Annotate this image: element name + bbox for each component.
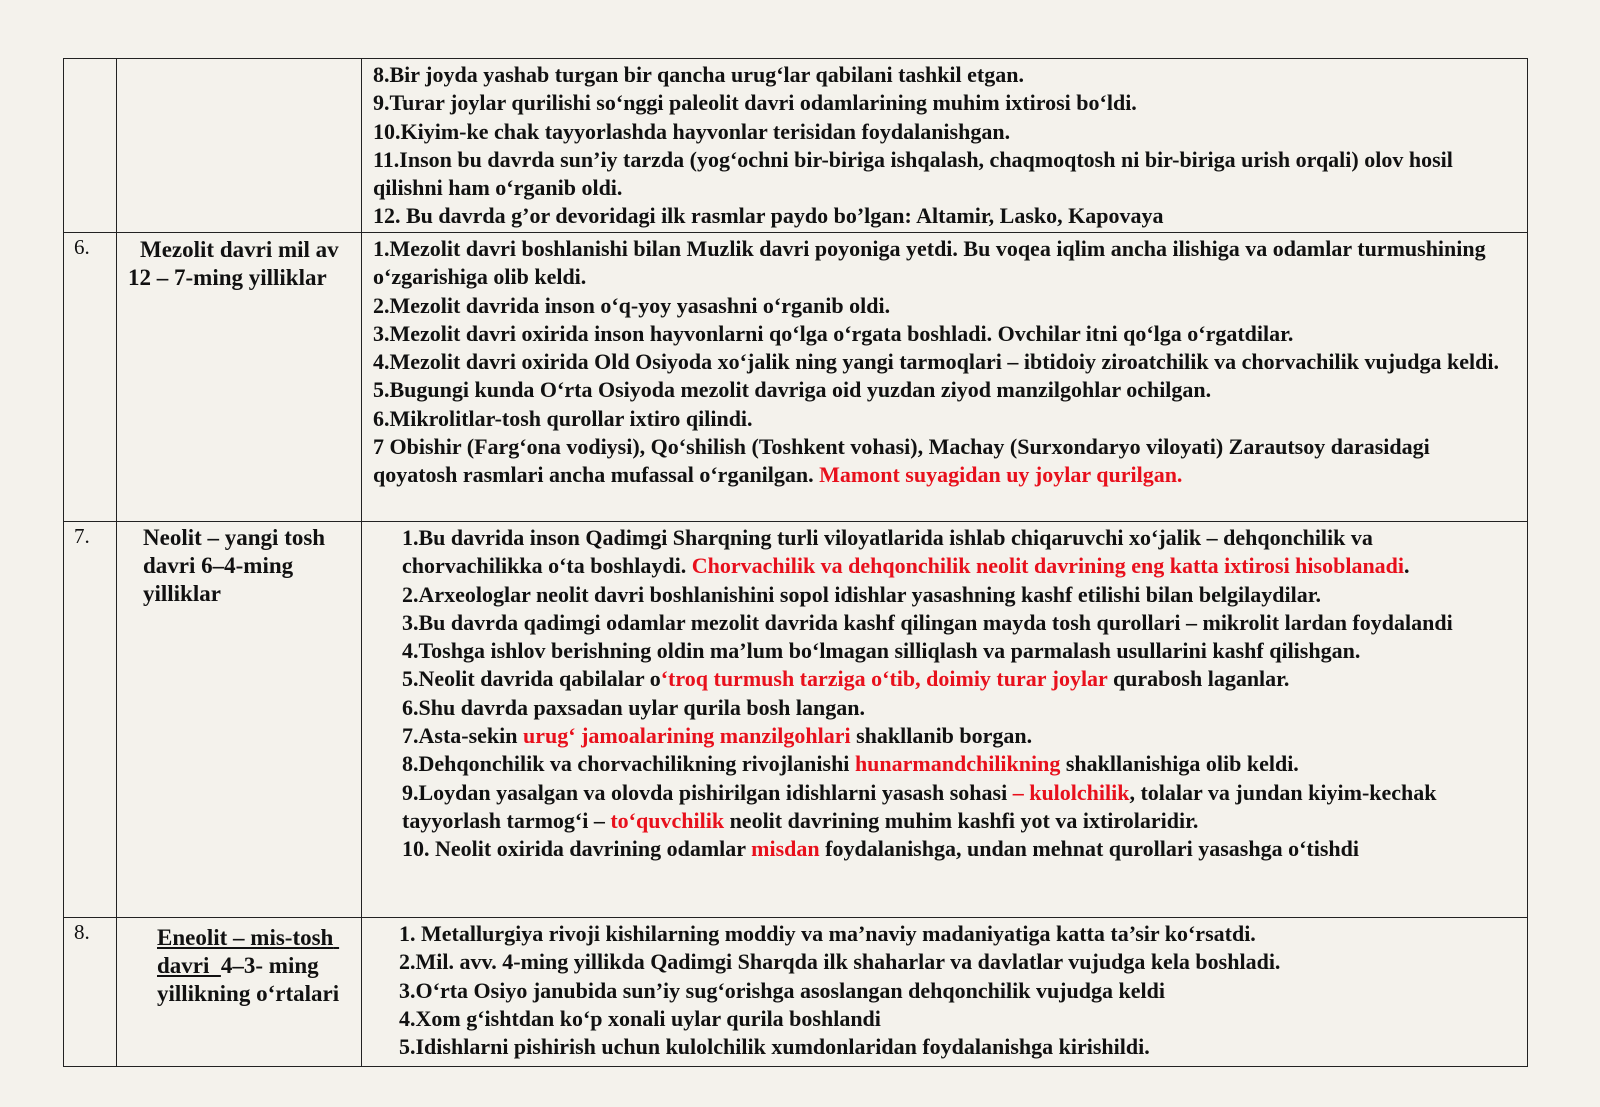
period-cell — [117, 59, 362, 233]
item-text: , tolalar va jundan kiyim-kechak tayyorlash tarmog‘i – — [402, 779, 1437, 833]
period-label-underlined: Eneolit – mis-tosh davri — [157, 925, 340, 978]
item-text: 8.Bir joyda yashab turgan bir qancha urug‘lar qabilani tashkil etgan. — [373, 62, 1024, 87]
period-cell — [117, 522, 362, 918]
period-cell — [117, 918, 362, 1067]
list-item — [399, 1033, 1517, 1061]
list-item — [402, 665, 1517, 693]
item-text: 2.Mil. avv. 4-ming yillikda Qadimgi Sharqda ilk shaharlar va davlatlar vujudga kela boshladi. — [399, 949, 1281, 975]
list-item — [399, 977, 1517, 1005]
list-item — [373, 348, 1517, 405]
item-text: 5.Neolit davrida qabilalar o — [402, 666, 661, 692]
list-item — [402, 750, 1517, 778]
item-text: 2.Arxeologlar neolit davri boshlanishini sopol idishlar yasashning kashf etilishi bilan belgilaydilar. — [402, 581, 1321, 607]
period-label: Mezolit davri mil av 12 – 7-ming yilliklar — [128, 237, 339, 290]
list-item — [399, 1005, 1517, 1033]
list-item — [402, 694, 1517, 722]
table-row — [64, 522, 1528, 918]
table-row — [64, 918, 1528, 1067]
row-items — [399, 920, 1517, 1061]
table-row — [64, 59, 1528, 233]
content-cell — [362, 918, 1528, 1067]
row-number: 6. — [64, 233, 117, 522]
item-text: shakllanishiga olib keldi. — [1060, 751, 1299, 777]
item-text: 7.Asta-sekin — [402, 723, 524, 749]
highlighted-text: to‘quvchilik — [610, 807, 725, 833]
period-label-rest: 4–3- ming yillikning o‘rtalari — [157, 953, 340, 1006]
item-text: 5.Idishlarni pishirish uchun kulolchilik xumdonlaridan foydalanishga kirishildi. — [399, 1034, 1150, 1060]
item-text: 4.Mezolit davri oxirida Old Osiyoda xo‘jalik ning yangi tarmoqlari – ibtidoiy ziroatchilik va chorvachilik vujudga keldi. 5.Bugungi kunda O‘rta Osiyoda mezolit davriga oid yuzdan ziyod manzilgohlar ochilgan. — [373, 349, 1499, 403]
item-text: 1.Bu davrida inson Qadimgi Sharqning turli viloyatlarida ishlab chiqaruvchi xo‘jalik – dehqonchilik va chorvachilikka o‘ta boshlaydi. — [402, 525, 1373, 579]
list-item — [402, 609, 1517, 637]
item-text: foydalanishga, undan mehnat qurollari yasashga o‘tishdi — [819, 836, 1360, 862]
history-table — [63, 58, 1528, 1067]
content-cell — [362, 233, 1528, 522]
highlighted-text: Chorvachilik va dehqonchilik neolit davrining eng katta ixtirosi hisoblanadi — [691, 553, 1405, 579]
list-item — [402, 524, 1517, 581]
highlighted-text: ‘troq turmush tarziga o‘tib, doimiy turar joylar — [660, 666, 1108, 692]
item-text: 6.Mikrolitlar-tosh qurollar ixtiro qilindi. — [373, 405, 753, 431]
highlighted-text: misdan — [751, 836, 820, 862]
row-number — [64, 59, 117, 233]
content-cell — [362, 59, 1528, 233]
item-text: 4.Xom g‘ishtdan ko‘p xonali uylar qurila boshlandi — [399, 1005, 881, 1031]
table-row — [64, 233, 1528, 522]
list-item — [373, 433, 1517, 490]
list-item — [373, 89, 1517, 117]
item-text: 9.Turar joylar qurilishi so‘nggi paleolit davri odamlarining muhim ixtirosi bo‘ldi. — [373, 90, 1137, 116]
row-items — [373, 61, 1517, 231]
list-item — [402, 637, 1517, 665]
item-text: 10.Kiyim-ke chak tayyorlashda hayvonlar terisidan foydalanishgan. — [373, 118, 1011, 144]
item-text: . — [1404, 553, 1410, 579]
item-text: 12. Bu davrda g’or devoridagi ilk rasmlar paydo bo’lgan: Altamir, Lasko, Kapovaya — [373, 203, 1164, 229]
item-text: 11.Inson bu davrda sun’iy tarzda (yog‘ochni bir-biriga ishqalash, chaqmoqtosh ni bir-biriga urish orqali) olov hosil qilishni ham o‘rganib oldi. — [373, 146, 1453, 201]
item-text: 3.Mezolit davri oxirida inson hayvonlarni qo‘lga o‘rgata boshladi. Ovchilar itni qo‘lga o‘rgatdilar. — [373, 320, 1294, 346]
item-text: neolit davrining muhim kashfi yot va ixtirolaridir. — [724, 807, 1199, 833]
content-cell — [362, 522, 1528, 918]
list-item — [402, 722, 1517, 750]
list-item — [402, 581, 1517, 609]
item-text: shakllanib borgan. — [850, 723, 1033, 749]
item-text: 8.Dehqonchilik va chorvachilikning rivojlanishi — [402, 751, 855, 777]
item-text: 9.Loydan yasalgan va olovda pishirilgan idishlarni yasash sohasi — [402, 779, 1013, 805]
highlighted-text: – kulolchilik — [1012, 779, 1130, 805]
list-item — [402, 835, 1517, 863]
item-text: 1. Metallurgiya rivoji kishilarning moddiy va ma’naviy madaniyatiga katta ta’sir ko‘rsatdi. — [399, 921, 1256, 946]
list-item — [373, 118, 1517, 146]
item-text: qurabosh laganlar. — [1107, 666, 1290, 692]
list-item — [373, 405, 1517, 433]
item-text: 3.Bu davrda qadimgi odamlar mezolit davrida kashf qilingan mayda tosh qurollari – mikrolit lardan foydalandi — [402, 609, 1453, 635]
list-item — [373, 61, 1517, 89]
list-item — [373, 320, 1517, 348]
list-item — [402, 779, 1517, 836]
list-item — [399, 948, 1517, 976]
list-item — [373, 235, 1517, 292]
period-label: Neolit – yangi tosh davri 6–4-ming yilliklar — [143, 525, 326, 606]
list-item — [373, 292, 1517, 320]
item-text: 7 Obishir (Farg‘ona vodiysi), Qo‘shilish (Toshkent vohasi), Machay (Surxondaryo viloyati) Zarautsoy darasidagi qoyatosh rasmlari ancha mufassal o‘rganilgan. — [373, 434, 1430, 488]
item-text: 3.O‘rta Osiyo janubida sun’iy sug‘orishga asoslangan dehqonchilik vujudga keldi — [399, 977, 1165, 1003]
row-items — [402, 524, 1517, 864]
list-item — [373, 146, 1517, 203]
row-number: 7. — [64, 522, 117, 918]
item-text: 1.Mezolit davri boshlanishi bilan Muzlik davri poyoniga yetdi. Bu voqea iqlim ancha ilishiga va odamlar turmushining o‘zgarishiga olib keldi. — [373, 236, 1486, 290]
item-text: 4.Toshga ishlov berishning oldin ma’lum bo‘lmagan silliqlash va parmalash usullarini kashf qilishgan. — [402, 638, 1361, 664]
row-number: 8. — [64, 918, 117, 1067]
highlighted-text: Mamont suyagidan uy joylar qurilgan. — [819, 462, 1183, 488]
item-text: 6.Shu davrda paxsadan uylar qurila bosh langan. — [402, 694, 865, 720]
list-item — [373, 202, 1517, 230]
item-text: 10. Neolit oxirida davrining odamlar — [402, 836, 752, 862]
highlighted-text: hunarmandchilikning — [854, 751, 1061, 777]
list-item — [399, 920, 1517, 948]
period-cell — [117, 233, 362, 522]
row-items — [373, 235, 1517, 490]
item-text: 2.Mezolit davrida inson o‘q-yoy yasashni o‘rganib oldi. — [373, 292, 891, 318]
highlighted-text: urug‘ jamoalarining manzilgohlari — [523, 723, 851, 749]
